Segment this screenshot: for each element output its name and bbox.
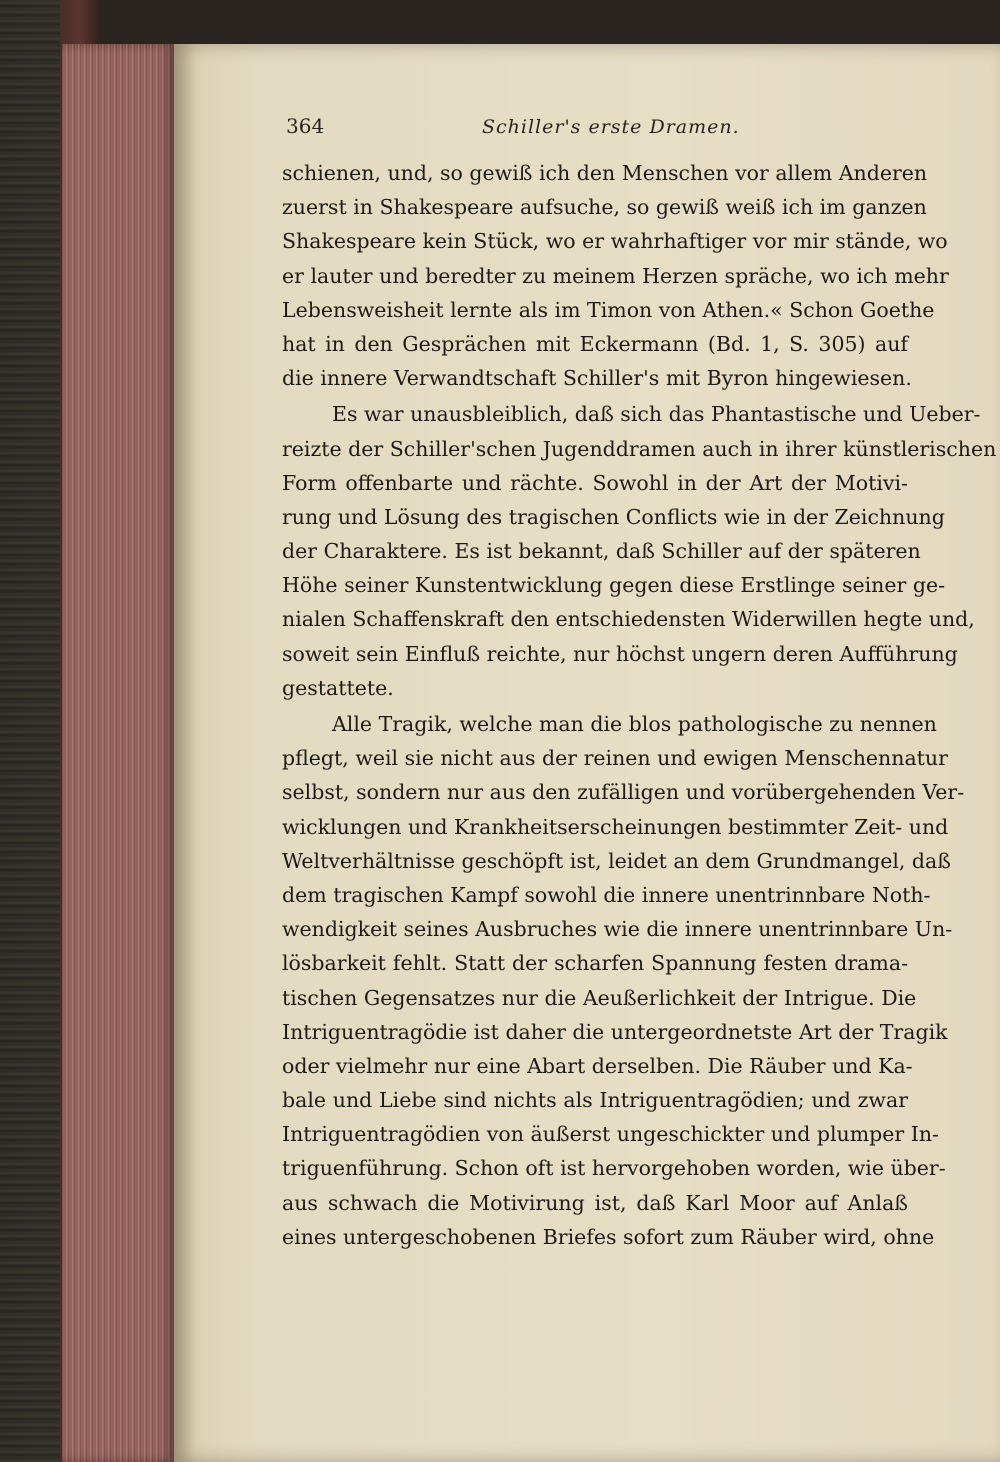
text-line: Shakespeare kein Stück, wo er wahrhaftiger vor mir stände, wo [282,229,948,254]
text-line: Höhe seiner Kunstentwicklung gegen diese Erstlinge seiner ge- [282,573,945,598]
text-line: rung und Lösung des tragischen Conflicts wie in der Zeichnung [282,504,945,529]
text-line: dem tragischen Kampf sowohl die innere unentrinnbare Noth- [282,882,931,907]
body-text [282,156,997,1254]
text-line: bale und Liebe sind nichts als Intriguentragödien; und zwar [282,1088,908,1113]
text-line: Lebensweisheit lernte als im Timon von Athen.« Schon Goethe [282,297,935,322]
text-line: gestattete. [282,675,394,700]
paragraph [282,156,949,395]
running-title: Schiller's erste Dramen. [482,116,740,138]
text-line: nialen Schaffenskraft den entschiedensten Widerwillen hegte und, [282,607,975,632]
text-line: aus schwach die Motivirung ist, daß Karl Moor auf Anlaß [282,1190,908,1215]
paragraph [282,707,965,1254]
text-line: wicklungen und Krankheitserscheinungen bestimmter Zeit- und [282,814,949,839]
text-line: soweit sein Einfluß reichte, nur höchst ungern deren Aufführung [282,641,958,666]
text-line: Weltverhältnisse geschöpft ist, leidet an dem Grundmangel, daß [282,848,951,873]
paragraph [282,397,997,705]
text-line: schienen, und, so gewiß ich den Menschen vor allem Anderen [282,161,928,185]
text-line: er lauter und beredter zu meinem Herzen spräche, wo ich mehr [282,263,949,288]
text-line: oder vielmehr nur eine Abart derselben. Die Räuber und Ka- [282,1053,913,1078]
text-line: wendigkeit seines Ausbruches wie die innere unentrinnbare Un- [282,917,953,942]
text-line: triguenführung. Schon oft ist hervorgehoben worden, wie über- [282,1156,946,1181]
book-page [174,44,1000,1462]
text-line: Es war unausbleiblich, daß sich das Phantastische und Ueber- [332,402,981,427]
text-line: lösbarkeit fehlt. Statt der scharfen Spannung festen drama- [282,951,908,976]
text-line: Intriguentragödien von äußerst ungeschickter und plumper In- [282,1122,939,1147]
text-line: zuerst in Shakespeare aufsuche, so gewiß weiß ich im ganzen [282,195,927,220]
text-line: hat in den Gesprächen mit Eckermann (Bd. 1, S. 305) auf [282,331,908,356]
text-line: Intriguentragödie ist daher die untergeordnetste Art der Tragik [282,1019,948,1044]
text-line: reizte der Schiller'schen Jugenddramen auch in ihrer künstlerischen [282,436,997,461]
text-line: der Charaktere. Es ist bekannt, daß Schiller auf der späteren [282,539,921,564]
page-number: 364 [286,114,325,138]
text-line: pflegt, weil sie nicht aus der reinen und ewigen Menschennatur [282,746,948,771]
page-header [286,114,846,144]
book-cover-edge [0,0,60,1462]
text-line: die innere Verwandtschaft Schiller's mit Byron hingewiesen. [282,366,912,391]
text-line: Alle Tragik, welche man die blos pathologische zu nennen [332,712,937,736]
text-line: selbst, sondern nur aus den zufälligen und vorübergehenden Ver- [282,780,965,805]
text-line: tischen Gegensatzes nur die Aeußerlichkeit der Intrigue. Die [282,985,917,1010]
text-line: Form offenbarte und rächte. Sowohl in der Art der Motivi- [282,470,908,495]
page-edges [62,44,174,1462]
text-line: eines untergeschobenen Briefes sofort zum Räuber wird, ohne [282,1224,935,1249]
